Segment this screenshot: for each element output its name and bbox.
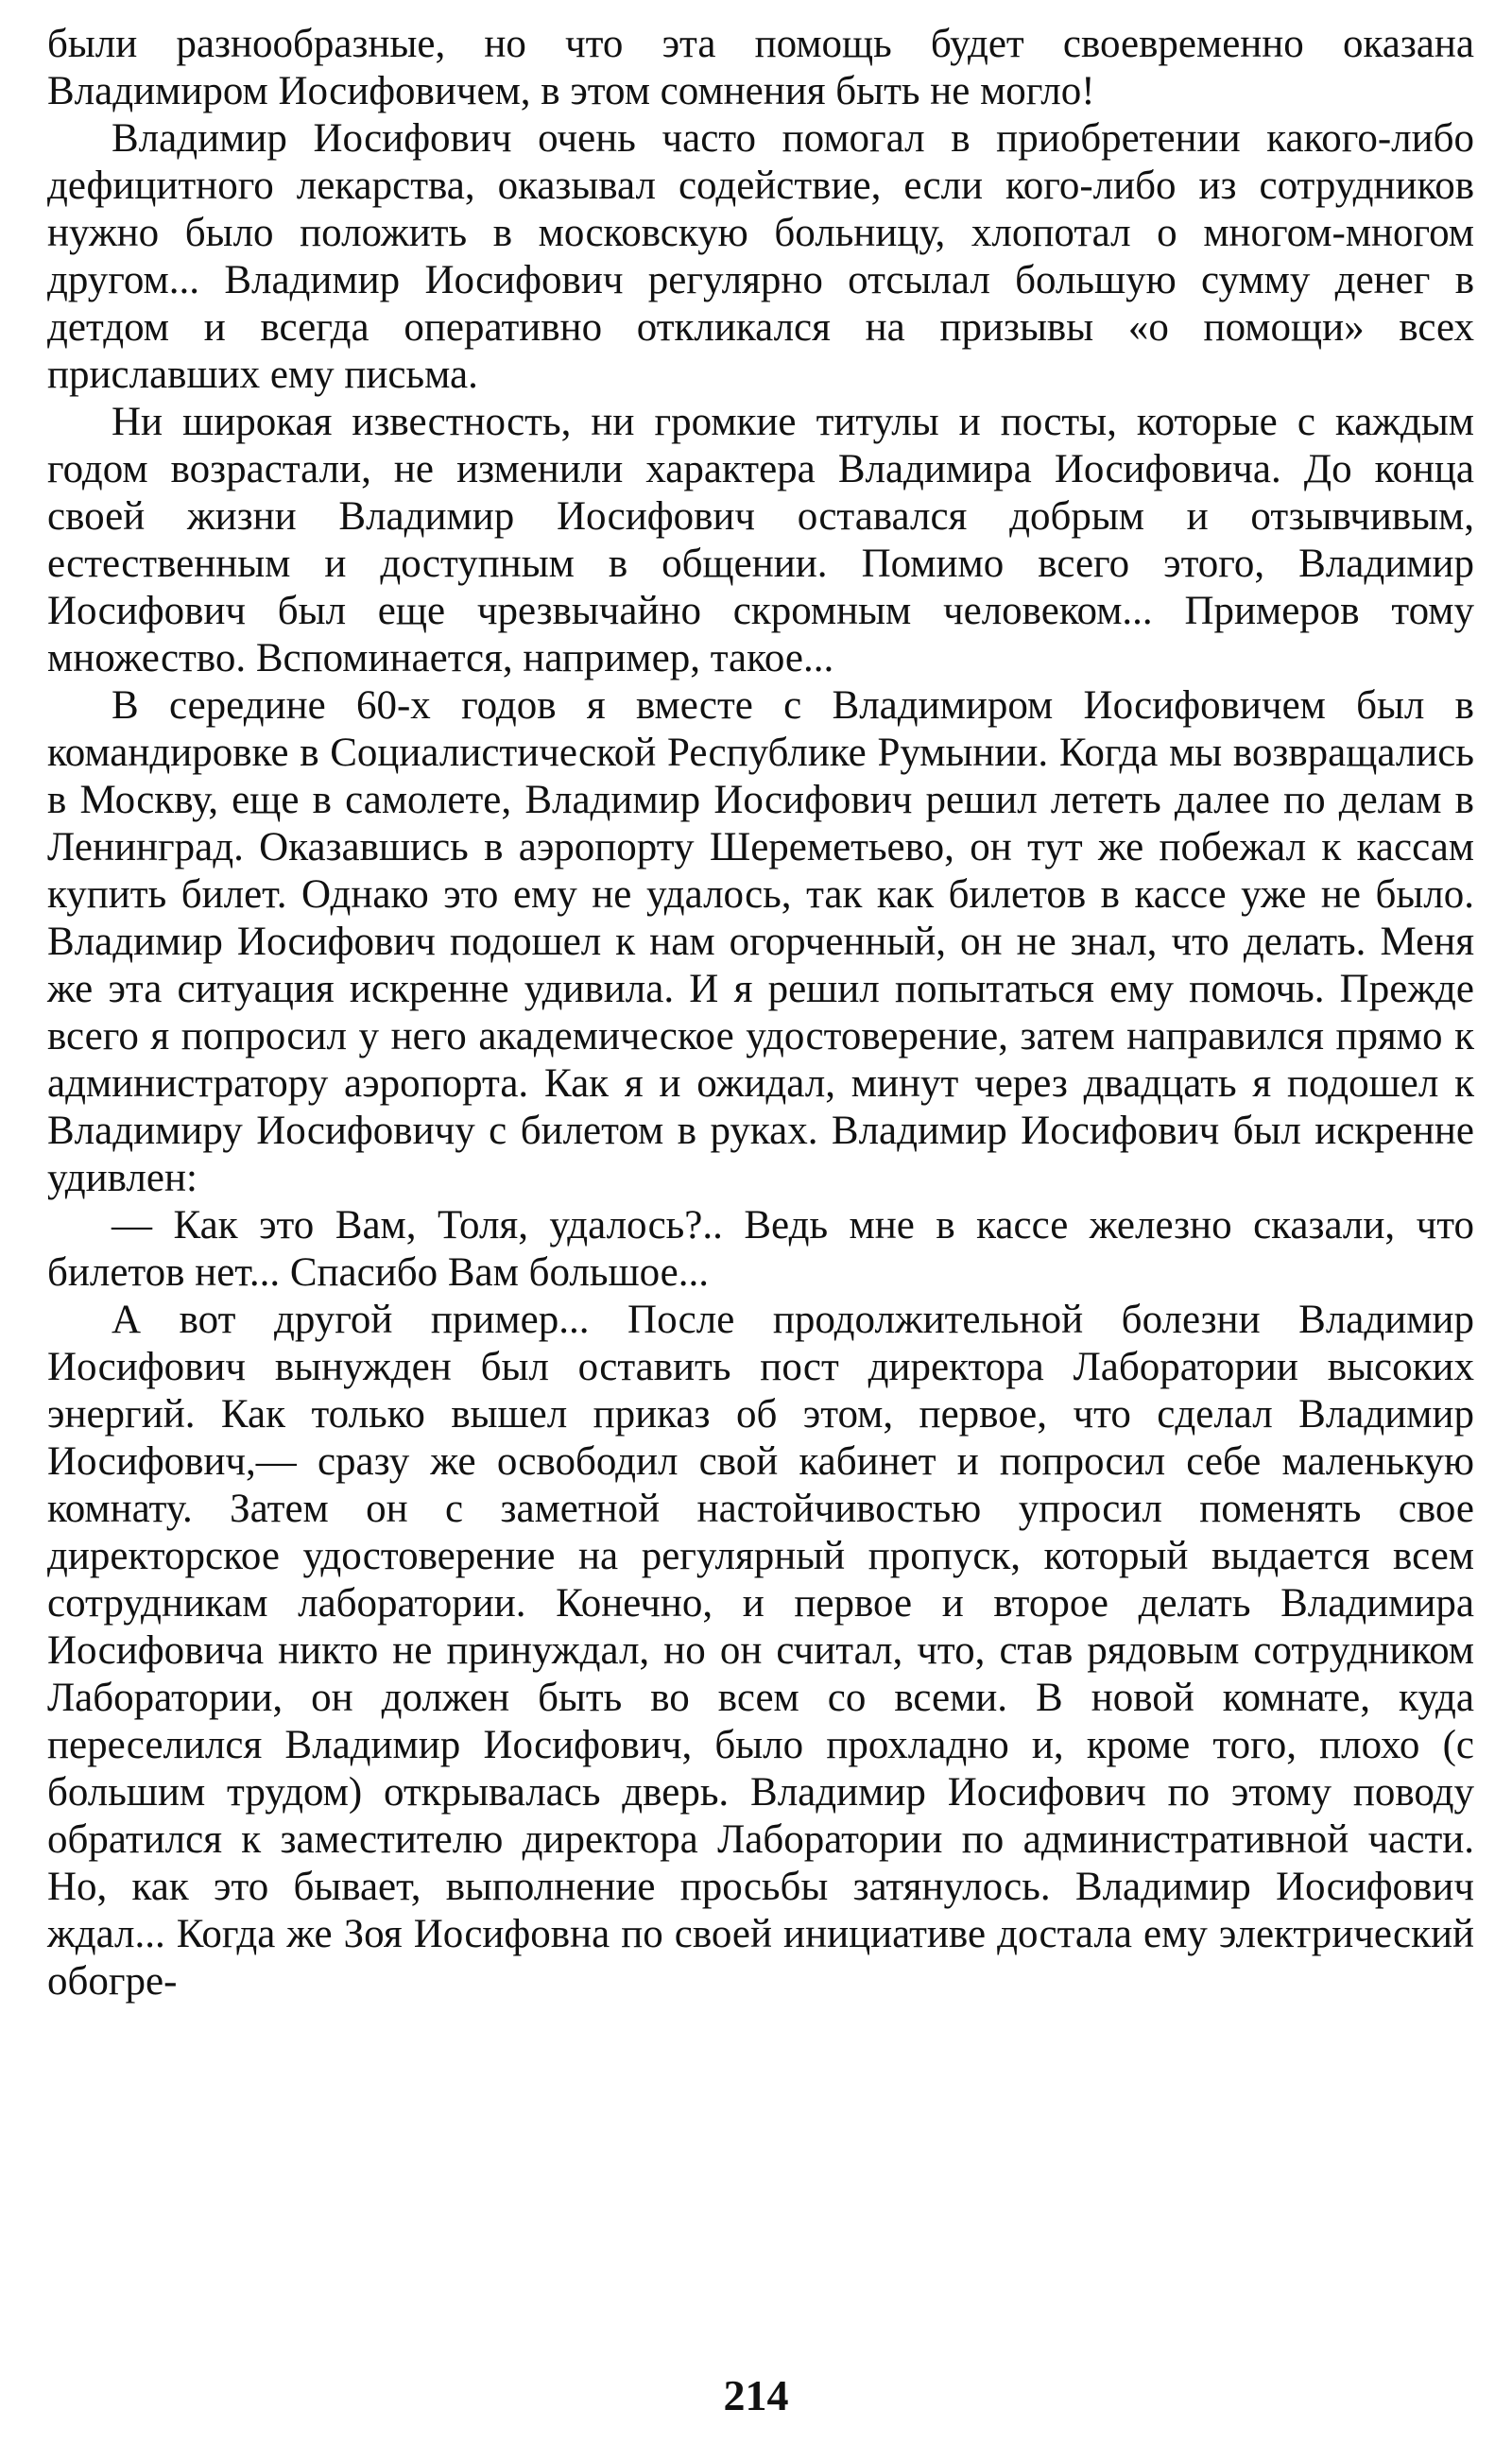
paragraph-help: Владимир Иосифович очень часто помогал в приобретении какого-либо дефицитного лекарства, оказывал содействие, если кого-либо из сотрудников нужно было положить в московскую больницу, хлопотал о многом-многом другом... Владимир Иосифович регулярно отсылал большую сумму денег в детдом и всегда оперативно откликался на призывы «о помощи» всех приславших ему письма.	[47, 116, 1474, 397]
paragraph-romania-trip: В середине 60-х годов я вместе с Владимиром Иосифовичем был в командировке в Социалистической Республике Румынии. Когда мы возвращались в Москву, еще в самолете, Владимир Иосифович решил лететь далее по делам в Ленинград. Оказавшись в аэропорту Шереметьево, он тут же побежал к кассам купить билет. Однако это ему не удалось, так как билетов в кассе уже не было. Владимир Иосифович подошел к нам огорченный, он не знал, что делать. Меня же эта ситуация искренне удивила. И я решил попытаться ему помочь. Прежде всего я попросил у него академическое удостоверение, затем направился прямо к администратору аэропорта. Как я и ожидал, минут через двадцать я подошел к Владимиру Иосифовичу с билетом в руках. Владимир Иосифович был искренне удивлен:	[47, 683, 1474, 1200]
paragraph-another-example: А вот другой пример... После продолжительной болезни Владимир Иосифович вынужден был оставить пост директора Лаборатории высоких энергий. Как только вышел приказ об этом, первое, что сделал Владимир Иосифович,— сразу же освободил свой кабинет и попросил себе маленькую комнату. Затем он с заметной настойчивостью упросил поменять свое директорское удостоверение на регулярный пропуск, который выдается всем сотрудникам лаборатории. Конечно, и первое и второе делать Владимира Иосифовича никто не принуждал, но он считал, что, став рядовым сотрудником Лаборатории, он должен быть во всем со всеми. В новой комнате, куда переселился Владимир Иосифович, было прохладно и, кроме того, плохо (с большим трудом) открывалась дверь. Владимир Иосифович по этому поводу обратился к заместителю директора Лаборатории по административной части. Но, как это бывает, выполнение просьбы затянулось. Владимир Иосифович ждал... Когда же Зоя Иосифовна по своей инициативе достала ему электрический обогре-	[47, 1298, 1474, 2004]
paragraph-dialogue: — Как это Вам, Толя, удалось?.. Ведь мне в кассе железно сказали, что билетов нет... Спасибо Вам большое...	[47, 1203, 1474, 1295]
paragraph-character: Ни широкая известность, ни громкие титулы и посты, которые с каждым годом возрастали, не изменили характера Владимира Иосифовича. До конца своей жизни Владимир Иосифович оставался добрым и отзывчивым, естественным и доступным в общении. Помимо всего этого, Владимир Иосифович был еще чрезвычайно скромным человеком... Примеров тому множество. Вспоминается, например, такое...	[47, 400, 1474, 680]
page-number: 214	[723, 2371, 789, 2419]
paragraph-continuation: были разнообразные, но что эта помощь будет своевременно оказана Владимиром Иосифовичем, в этом сомнения быть не могло!	[47, 22, 1474, 113]
page-text-body	[47, 21, 1474, 2005]
